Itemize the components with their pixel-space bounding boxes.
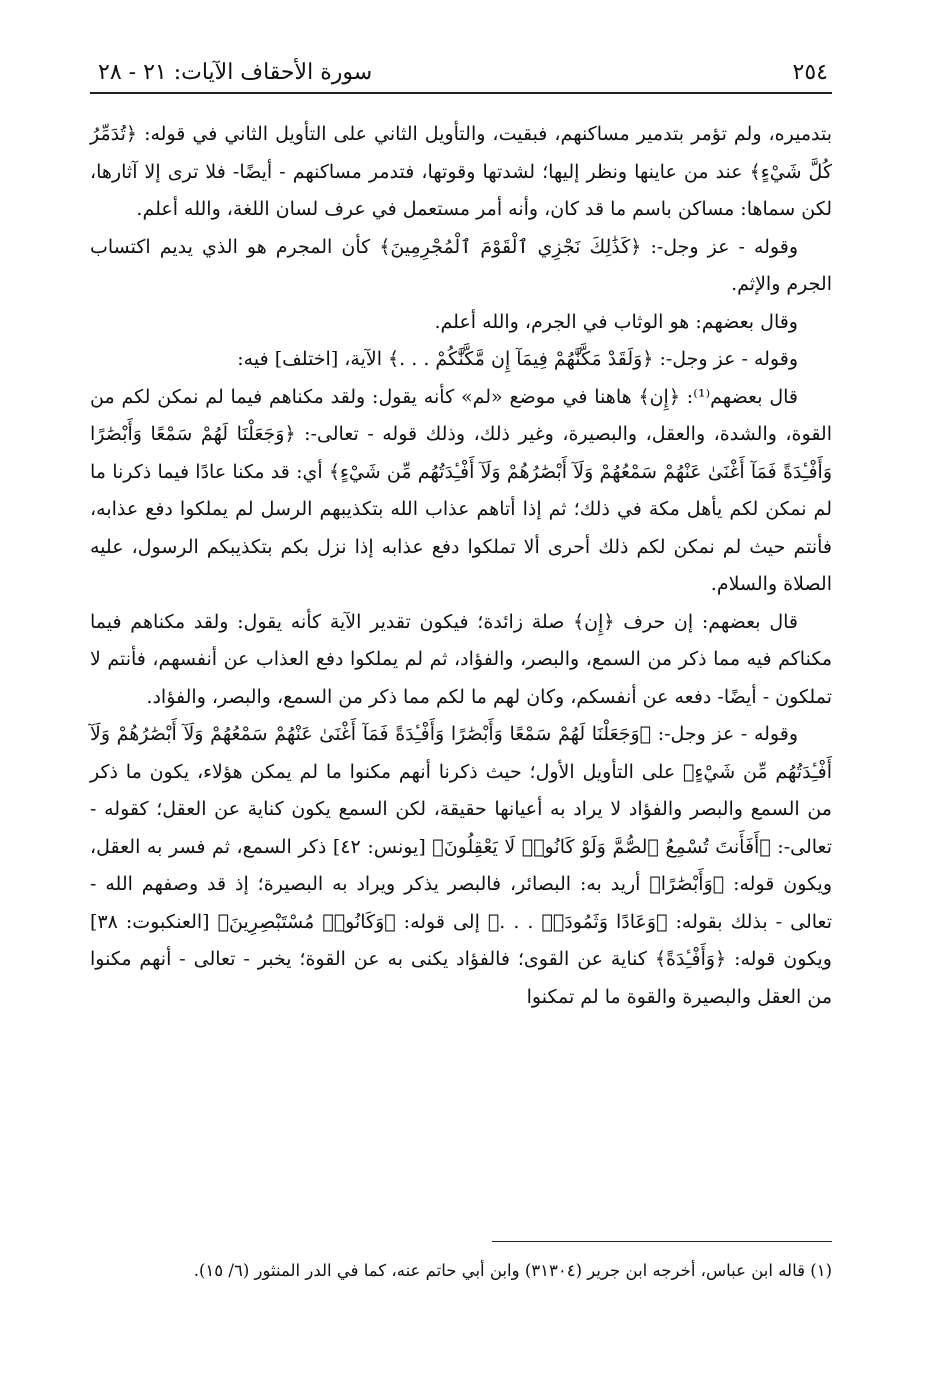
page-header (90, 58, 832, 94)
paragraph-6: قال بعضهم: إن حرف ﴿إِن﴾ صلة زائدة؛ فيكون تقدير الآية كأنه يقول: ولقد مكناهم فيما مكناكم فيه مما ذكر من السمع، والبصر، والفؤاد، ثم لم يملكوا دفع العذاب عن أنفسهم، فأنتم لا تملكون - أيضًا- دفعه عن أنفسكم، وكان لهم ما لكم مما ذكر من السمع، والبصر، والفؤاد. (90, 610, 832, 708)
paragraph-1: بتدميره، ولم تؤمر بتدمير مساكنهم، فبقيت، والتأويل الثاني على التأويل الثاني في قوله: ﴿تُدَمِّرُ كُلَّ شَيْءٍ﴾ عند من عاينها ونظر إليها؛ لشدتها وقوتها، فتدمر مساكنهم - أيضًا- فلا ترى إلا آثارها، لكن سماها: مساكن باسم ما قد كان، وأنه أمر مستعمل في عرف لسان اللغة، والله أعلم. (90, 123, 832, 220)
footnote: (١) قاله ابن عباس، أخرجه ابن جرير (٣١٣٠٤) وابن أبي حاتم عنه، كما في الدر المنثور (٦/ ١٥). (193, 1261, 832, 1280)
footnote-separator (492, 1241, 832, 1242)
paragraph-4: وقوله - عز وجل-: ﴿وَلَقَدْ مَكَّنَّٰهُمْ فِيمَآ إِن مَّكَّنَّٰكُمْ . . .﴾ الآية، [اختلف] فيه: (237, 348, 798, 370)
page-number: ٢٥٤ (792, 60, 828, 85)
paragraph-5: قال بعضهم⁽¹⁾: ﴿إِن﴾ هاهنا في موضع «لم» كأنه يقول: ولقد مكناهم فيما لم نمكن لكم من القوة، والشدة، والعقل، والبصيرة، وغير ذلك، وذلك قوله - تعالى-: ﴿وَجَعَلْنَا لَهُمْ سَمْعًا وَأَبْصَٰرًا وَأَفْـِٔدَةً فَمَآ أَغْنَىٰ عَنْهُمْ سَمْعُهُمْ وَلَآ أَبْصَٰرُهُمْ وَلَآ أَفْـِٔدَتُهُم مِّن شَيْءٍ﴾ أي: قد مكنا عادًا فيما ذكرنا ما لم نمكن لكم يأهل مكة في ذلك؛ ثم إذا أتاهم عذاب الله بتكذيبهم الرسل لم يملكوا دفع عذابه، فأنتم حيث لم نمكن لكم ذلك أحرى ألا تملكوا دفع عذابه إذا نزل بكم بتكذيبكم الرسول، عليه الصلاة والسلام. (90, 385, 832, 595)
document-page (90, 58, 832, 1348)
paragraph-7: وقوله - عز وجل-: ﴿وَجَعَلْنَا لَهُمْ سَمْعًا وَأَبْصَٰرًا وَأَفْـِٔدَةً فَمَآ أَغْنَىٰ عَنْهُمْ سَمْعُهُمْ وَلَآ أَبْصَٰرُهُمْ وَلَآ أَفْـِٔدَتُهُم مِّن شَيْءٍ﴾ على التأويل الأول؛ حيث ذكرنا أنهم مكنوا ما لم يمكن هؤلاء، يكون ما ذكر من السمع والبصر والفؤاد لا يراد به أعيانها حقيقة، لكن السمع يكون كناية عن العقل؛ كقوله - تعالى-: ﴿أَفَأَنتَ تُسْمِعُ ٱلصُّمَّ وَلَوْ كَانُوا۟ لَا يَعْقِلُونَ﴾ [يونس: ٤٢] ذكر السمع، ثم فسر به العقل، ويكون قوله: ﴿وَأَبْصَٰرًا﴾ أريد به: البصائر، فالبصر يذكر ويراد به البصيرة؛ إذ قد وصفهم الله - تعالى - بذلك بقوله: ﴿وَعَادًا وَثَمُودَا۟ . . .﴾ إلى قوله: ﴿وَكَانُوا۟ مُسْتَبْصِرِينَ﴾ [العنكبوت: ٣٨] ويكون قوله: ﴿وَأَفْـِٔدَةً﴾ كناية عن القوى؛ فالفؤاد يكنى به عن القوة؛ يخبر - تعالى - أنهم مكنوا من العقل والبصيرة والقوة ما لم تمكنوا (90, 723, 832, 1008)
main-text (90, 116, 832, 1016)
running-title: سورة الأحقاف الآيات: ٢١ - ٢٨ (98, 60, 373, 85)
paragraph-2: وقوله - عز وجل-: ﴿كَذَٰلِكَ نَجْزِي ٱلْقَوْمَ ٱلْمُجْرِمِينَ﴾ كأن المجرم هو الذي يديم اكتساب الجرم والإثم. (90, 235, 832, 295)
paragraph-3: وقال بعضهم: هو الوثاب في الجرم، والله أعلم. (434, 310, 798, 333)
